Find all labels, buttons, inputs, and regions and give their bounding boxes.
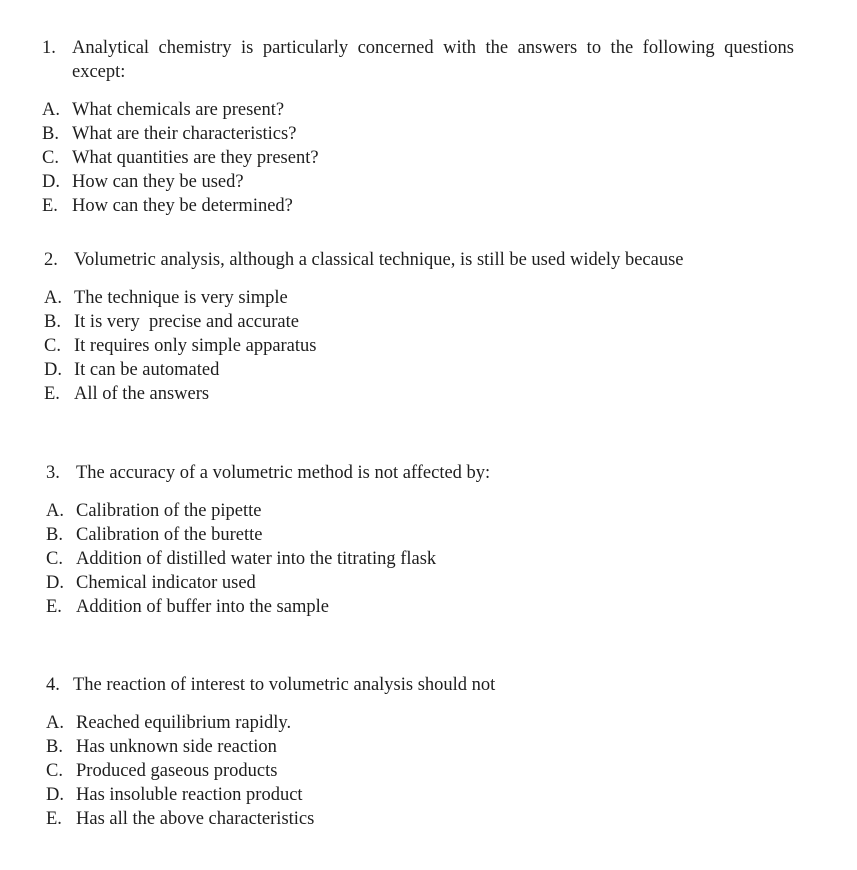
option-text: Addition of buffer into the sample: [76, 597, 329, 617]
option-list: [46, 711, 495, 831]
question-text: Volumetric analysis, although a classical technique, is still be used widely because: [74, 250, 684, 270]
option-b: [46, 735, 495, 759]
option-letter: A.: [44, 288, 62, 308]
question-1: [42, 36, 794, 218]
question-4: [46, 673, 495, 831]
option-text: Has all the above characteristics: [76, 809, 315, 829]
question-number: 2.: [44, 250, 58, 270]
option-letter: B.: [46, 737, 63, 757]
option-letter: E.: [46, 809, 62, 829]
option-text: What quantities are they present?: [72, 148, 319, 168]
option-text: It is very precise and accurate: [74, 312, 299, 332]
option-letter: D.: [42, 172, 60, 192]
question-stem: [44, 248, 684, 272]
option-text: How can they be determined?: [72, 196, 293, 216]
option-letter: E.: [46, 597, 62, 617]
question-text: Analytical chemistry is particularly concerned with the answers to the following questions except:: [72, 38, 794, 82]
option-list: [42, 98, 794, 218]
question-text: The reaction of interest to volumetric analysis should not: [73, 675, 496, 695]
option-text: What are their characteristics?: [72, 124, 297, 144]
option-text: Calibration of the pipette: [76, 501, 262, 521]
option-b: [44, 310, 684, 334]
question-3: [46, 461, 490, 619]
option-e: [44, 382, 684, 406]
option-letter: C.: [42, 148, 59, 168]
option-d: [42, 170, 794, 194]
option-d: [46, 783, 495, 807]
option-text: Addition of distilled water into the titrating flask: [76, 549, 437, 569]
option-letter: D.: [44, 360, 62, 380]
option-text: Has insoluble reaction product: [76, 785, 303, 805]
option-text: What chemicals are present?: [72, 100, 285, 120]
option-text: The technique is very simple: [74, 288, 288, 308]
question-number: 4.: [46, 675, 60, 695]
option-e: [46, 807, 495, 831]
option-letter: C.: [44, 336, 61, 356]
option-letter: C.: [46, 549, 63, 569]
option-a: [46, 711, 495, 735]
question-2: [44, 248, 684, 406]
option-text: It requires only simple apparatus: [74, 336, 317, 356]
option-letter: A.: [46, 713, 64, 733]
option-a: [42, 98, 794, 122]
option-letter: B.: [42, 124, 59, 144]
option-d: [46, 571, 490, 595]
option-text: Chemical indicator used: [76, 573, 256, 593]
option-letter: E.: [44, 384, 60, 404]
option-c: [46, 547, 490, 571]
question-stem: [46, 461, 490, 485]
option-letter: C.: [46, 761, 63, 781]
option-text: Calibration of the burette: [76, 525, 263, 545]
option-e: [42, 194, 794, 218]
option-text: Reached equilibrium rapidly.: [76, 713, 292, 733]
option-c: [42, 146, 794, 170]
option-letter: A.: [46, 501, 64, 521]
option-letter: B.: [44, 312, 61, 332]
option-list: [44, 286, 684, 406]
question-text: The accuracy of a volumetric method is not affected by:: [76, 463, 491, 483]
option-text: How can they be used?: [72, 172, 244, 192]
option-c: [44, 334, 684, 358]
option-letter: A.: [42, 100, 60, 120]
option-list: [46, 499, 490, 619]
option-letter: D.: [46, 785, 64, 805]
question-stem: [42, 36, 794, 84]
option-text: Has unknown side reaction: [76, 737, 277, 757]
option-text: It can be automated: [74, 360, 220, 380]
question-stem: [46, 673, 495, 697]
option-c: [46, 759, 495, 783]
option-letter: D.: [46, 573, 64, 593]
option-letter: B.: [46, 525, 63, 545]
option-letter: E.: [42, 196, 58, 216]
option-e: [46, 595, 490, 619]
option-a: [46, 499, 490, 523]
option-b: [46, 523, 490, 547]
option-a: [44, 286, 684, 310]
option-b: [42, 122, 794, 146]
option-text: All of the answers: [74, 384, 210, 404]
question-number: 3.: [46, 463, 60, 483]
question-number: 1.: [42, 38, 56, 58]
option-d: [44, 358, 684, 382]
option-text: Produced gaseous products: [76, 761, 278, 781]
